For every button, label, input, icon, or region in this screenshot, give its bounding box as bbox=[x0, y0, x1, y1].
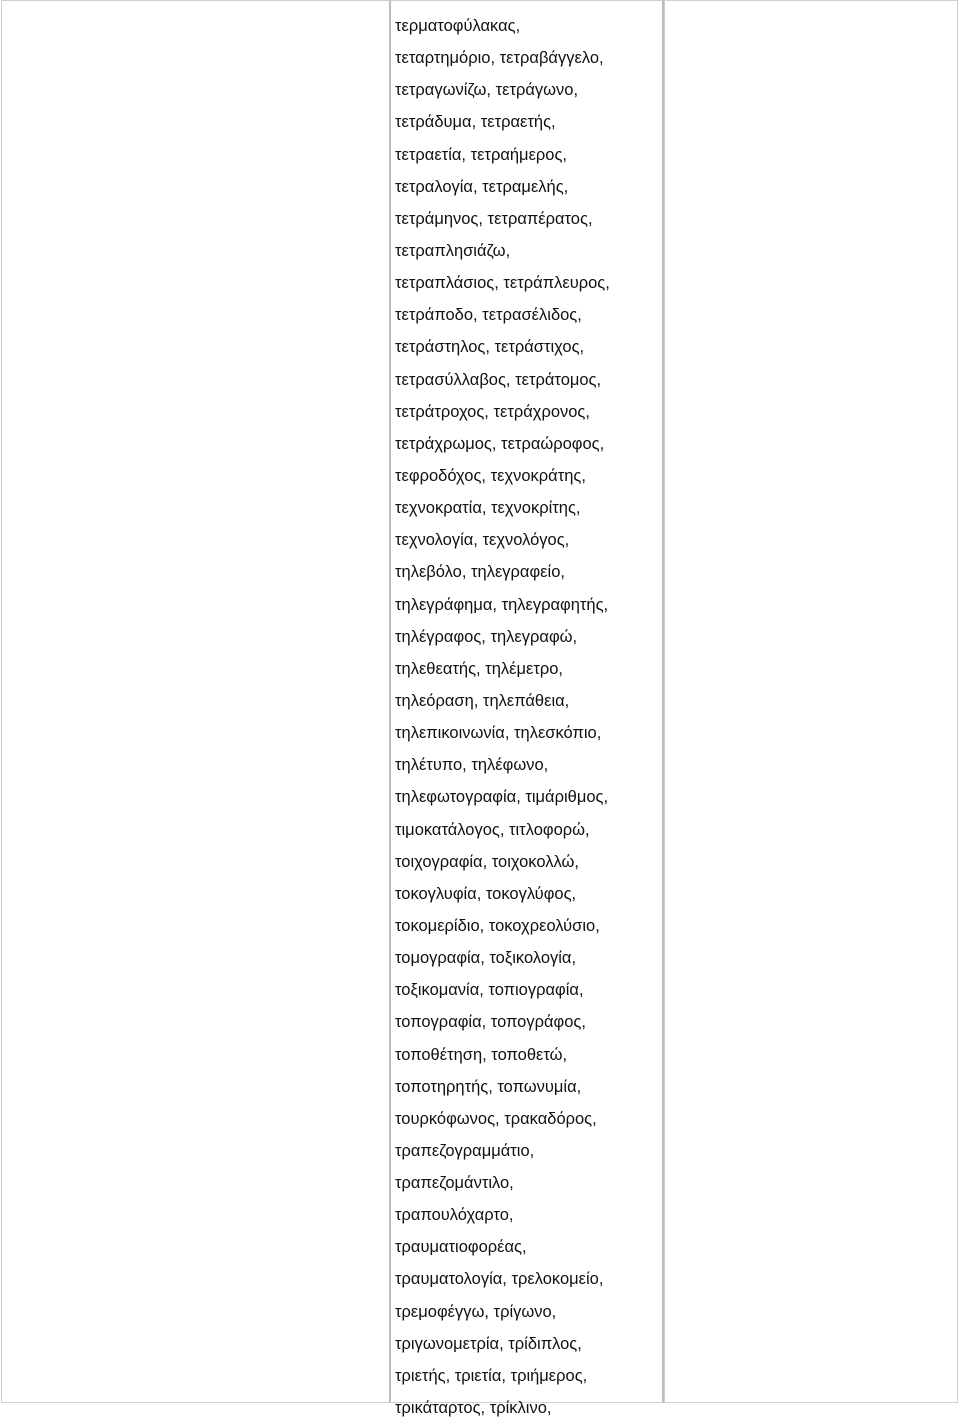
list-item: τετράστηλος, τετράστιχος, bbox=[395, 338, 585, 357]
list-item: τετραλογία, τετραμελής, bbox=[395, 177, 569, 196]
list-item: τηλεθεατής, τηλέμετρο, bbox=[395, 659, 564, 678]
list-item: τετρασύλλαβος, τετράτομος, bbox=[395, 370, 602, 389]
list-item: τετραγωνίζω, τετράγωνο, bbox=[395, 81, 579, 100]
list-item: τεχνοκρατία, τεχνοκρίτης, bbox=[395, 499, 581, 518]
list-item: τραυματολογία, τρελοκομείο, bbox=[395, 1270, 604, 1289]
list-item: τηλεπικοινωνία, τηλεσκόπιο, bbox=[395, 724, 602, 743]
list-item: τραυματιοφορέας, bbox=[395, 1238, 527, 1257]
list-item: τρεμοφέγγω, τρίγωνο, bbox=[395, 1302, 557, 1321]
list-item: τηλέγραφος, τηλεγραφώ, bbox=[395, 627, 578, 646]
list-item: τραπεζογραμμάτιο, bbox=[395, 1141, 535, 1160]
list-item: τιμοκατάλογος, τιτλοφορώ, bbox=[395, 820, 590, 839]
list-item: τηλέτυπο, τηλέφωνο, bbox=[395, 756, 549, 775]
table-column-right bbox=[664, 0, 958, 1403]
list-item: τοκογλυφία, τοκογλύφος, bbox=[395, 884, 577, 903]
list-item: τουρκόφωνος, τρακαδόρος, bbox=[395, 1109, 597, 1128]
list-item: τεταρτημόριο, τετραβάγγελο, bbox=[395, 49, 604, 68]
list-item: τριετής, τριετία, τριήμερος, bbox=[395, 1366, 588, 1385]
list-item: τρικάταρτος, τρίκλινο, bbox=[395, 1399, 552, 1418]
list-item: τραπεζομάντιλο, bbox=[395, 1174, 514, 1193]
list-item: τετραετία, τετραήμερος, bbox=[395, 145, 568, 164]
list-item: τοξικομανία, τοπιογραφία, bbox=[395, 981, 584, 1000]
list-item: τετραπλάσιος, τετράπλευρος, bbox=[395, 274, 610, 293]
list-item: τεφροδόχος, τεχνοκράτης, bbox=[395, 466, 586, 485]
list-item: τετράχρωμος, τετραώροφος, bbox=[395, 434, 605, 453]
list-item: τετράμηνος, τετραπέρατος, bbox=[395, 209, 593, 228]
list-item: τετραπλησιάζω, bbox=[395, 241, 511, 260]
list-item: τοκομερίδιο, τοκοχρεολύσιο, bbox=[395, 916, 600, 935]
list-item: τριγωνομετρία, τρίδιπλος, bbox=[395, 1334, 582, 1353]
list-item: τηλεφωτογραφία, τιμάριθμος, bbox=[395, 788, 609, 807]
list-item: τετράτροχος, τετράχρονος, bbox=[395, 402, 590, 421]
list-item: τοποθέτηση, τοποθετώ, bbox=[395, 1045, 568, 1064]
list-item: τοιχογραφία, τοιχοκολλώ, bbox=[395, 852, 579, 871]
list-item: τεχνολογία, τεχνολόγος, bbox=[395, 531, 570, 550]
table-column-left bbox=[1, 0, 389, 1403]
list-item: τοποτηρητής, τοπωνυμία, bbox=[395, 1077, 582, 1096]
list-item: τηλεβόλο, τηλεγραφείο, bbox=[395, 563, 565, 582]
list-item: τηλεόραση, τηλεπάθεια, bbox=[395, 691, 570, 710]
list-item: τηλεγράφημα, τηλεγραφητής, bbox=[395, 595, 609, 614]
word-list bbox=[395, 10, 610, 1424]
list-item: τομογραφία, τοξικολογία, bbox=[395, 949, 577, 968]
list-item: τερματοφύλακας, bbox=[395, 17, 521, 35]
list-item: τοπογραφία, τοπογράφος, bbox=[395, 1013, 586, 1032]
list-item: τετράδυμα, τετραετής, bbox=[395, 113, 556, 132]
list-item: τραπουλόχαρτο, bbox=[395, 1206, 514, 1225]
list-item: τετράποδο, τετρασέλιδος, bbox=[395, 306, 582, 325]
table-column-words bbox=[389, 0, 664, 1418]
